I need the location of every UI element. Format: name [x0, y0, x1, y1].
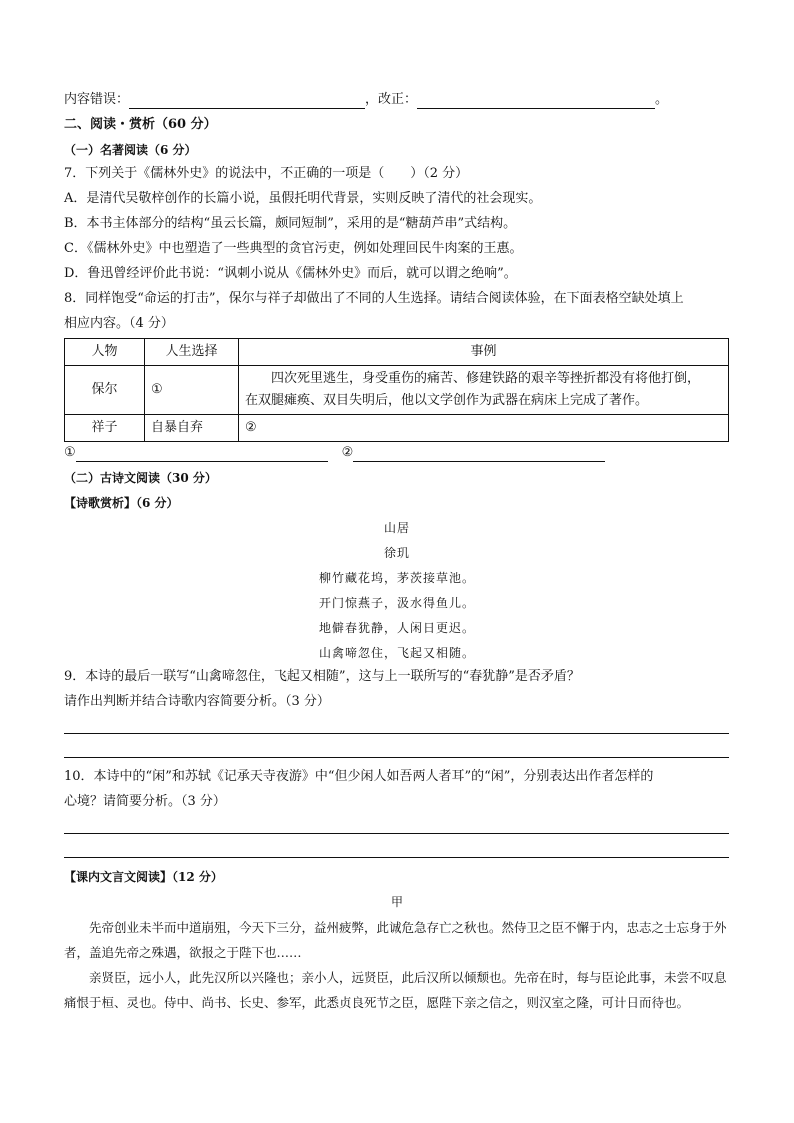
- answer-mark-1: ①: [64, 445, 76, 460]
- poem-line-2: 开门惊燕子，汲水得鱼儿。: [318, 596, 475, 610]
- q10-answer-rule-1[interactable]: [64, 833, 729, 834]
- q9-answer-rule-2[interactable]: [64, 757, 729, 758]
- classical-paragraph-2: 亲贤臣，远小人，此先汉所以兴隆也；亲小人，远贤臣，此后汉所以倾颓也。先帝在时，每与臣论此事，未尝不叹息痛恨于桓、灵也。侍中、尚书、长史、参军，此悉贞良死节之臣，愿陛下亲之信之，则汉室之隆，可计日而待也。: [64, 970, 727, 1010]
- q10-answer-rule-2[interactable]: [64, 857, 729, 858]
- end-mark: 。: [655, 92, 669, 107]
- cell-person: 保尔: [65, 366, 145, 415]
- error-label: 内容错误：: [64, 92, 130, 107]
- example-line2: 在双腿瘫痪、双目失明后，他以文学创作为武器在病床上完成了著作。: [245, 393, 649, 408]
- fix-label: ，改正：: [365, 92, 418, 107]
- q8-answer-line: [64, 444, 605, 462]
- answer-blank-1[interactable]: [76, 447, 328, 462]
- error-correction-line: [64, 91, 668, 109]
- answer-mark-2: ②: [341, 445, 354, 460]
- poem-line-1: 柳竹藏花坞，茅茨接草池。: [318, 571, 475, 585]
- classical-paragraph-1: 先帝创业未半而中道崩殂，今天下三分，益州疲弊，此诚危急存亡之秋也。然侍卫之臣不懈于内，忠志之士忘身于外者，盖追先帝之殊遇，欲报之于陛下也……: [64, 920, 727, 960]
- q10-line1: 10．本诗中的“闲”和苏轼《记承天寺夜游》中“但少闲人如吾两人者耳”的“闲”，分别表达出作者怎样的: [64, 769, 654, 784]
- q10-line2: 心境？请简要分析。（3 分）: [64, 794, 226, 809]
- header-example: 事例: [239, 339, 729, 366]
- table-row: [65, 366, 729, 415]
- poem-title: 山居: [383, 521, 410, 535]
- part2-title: （二）古诗文阅读（30 分）: [64, 471, 217, 485]
- poem-line-4: 山禽啼忽住，飞起又相随。: [318, 646, 475, 660]
- q7-option-b: B．本书主体部分的结构“虽云长篇，颇同短制”，采用的是“糖葫芦串”式结构。: [64, 216, 517, 231]
- poem-author: 徐玑: [383, 546, 410, 560]
- header-choice: 人生选择: [145, 339, 239, 366]
- example-line1: 四次死里逃生，身受重伤的痛苦、修建铁路的艰辛等挫折都没有将他打倒，: [271, 371, 701, 386]
- q7-stem: 7．下列关于《儒林外史》的说法中，不正确的一项是（ ）（2 分）: [64, 166, 469, 181]
- poem-section-title: 【诗歌赏析】（6 分）: [64, 496, 179, 510]
- answer-blank-2[interactable]: [353, 447, 605, 462]
- part1-title: （一）名著阅读（6 分）: [64, 143, 197, 157]
- q7-option-d: D．鲁迅曾经评价此书说：“讽刺小说从《儒林外史》而后，就可以谓之绝响”。: [64, 266, 517, 281]
- cell-choice-blank[interactable]: ①: [145, 366, 239, 415]
- cell-example-blank[interactable]: ②: [239, 415, 729, 442]
- q8-table: [64, 338, 729, 442]
- classical-label: 甲: [390, 895, 403, 909]
- cell-person: 祥子: [65, 415, 145, 442]
- q8-stem-line1: 8．同样饱受“命运的打击”，保尔与祥子却做出了不同的人生选择。请结合阅读体验，在下面表格空缺处填上: [64, 291, 684, 306]
- error-blank[interactable]: [129, 94, 365, 109]
- q9-answer-rule-1[interactable]: [64, 733, 729, 734]
- header-person: 人物: [65, 339, 145, 366]
- cell-example: [239, 366, 729, 415]
- q7-option-a: A．是清代吴敬梓创作的长篇小说，虽假托明代背景，实则反映了清代的社会现实。: [64, 191, 542, 206]
- table-row: [65, 415, 729, 442]
- poem-line-3: 地僻春犹静，人闲日更迟。: [318, 621, 475, 635]
- table-header-row: [65, 339, 729, 366]
- cell-choice: 自暴自弃: [145, 415, 239, 442]
- section-title: 二、阅读・赏析（60 分）: [64, 117, 217, 132]
- q7-option-c: C．《儒林外史》中也塑造了一些典型的贪官污吏，例如处理回民牛肉案的王惠。: [64, 241, 523, 256]
- q9-line1: 9．本诗的最后一联写“山禽啼忽住，飞起又相随”，这与上一联所写的“春犹静”是否矛盾？: [64, 669, 580, 684]
- q8-stem-line2: 相应内容。（4 分）: [64, 316, 174, 331]
- q9-line2: 请作出判断并结合诗歌内容简要分析。（3 分）: [64, 694, 330, 709]
- classical-section-title: 【课内文言文阅读】（12 分）: [64, 870, 223, 884]
- fix-blank[interactable]: [417, 94, 655, 109]
